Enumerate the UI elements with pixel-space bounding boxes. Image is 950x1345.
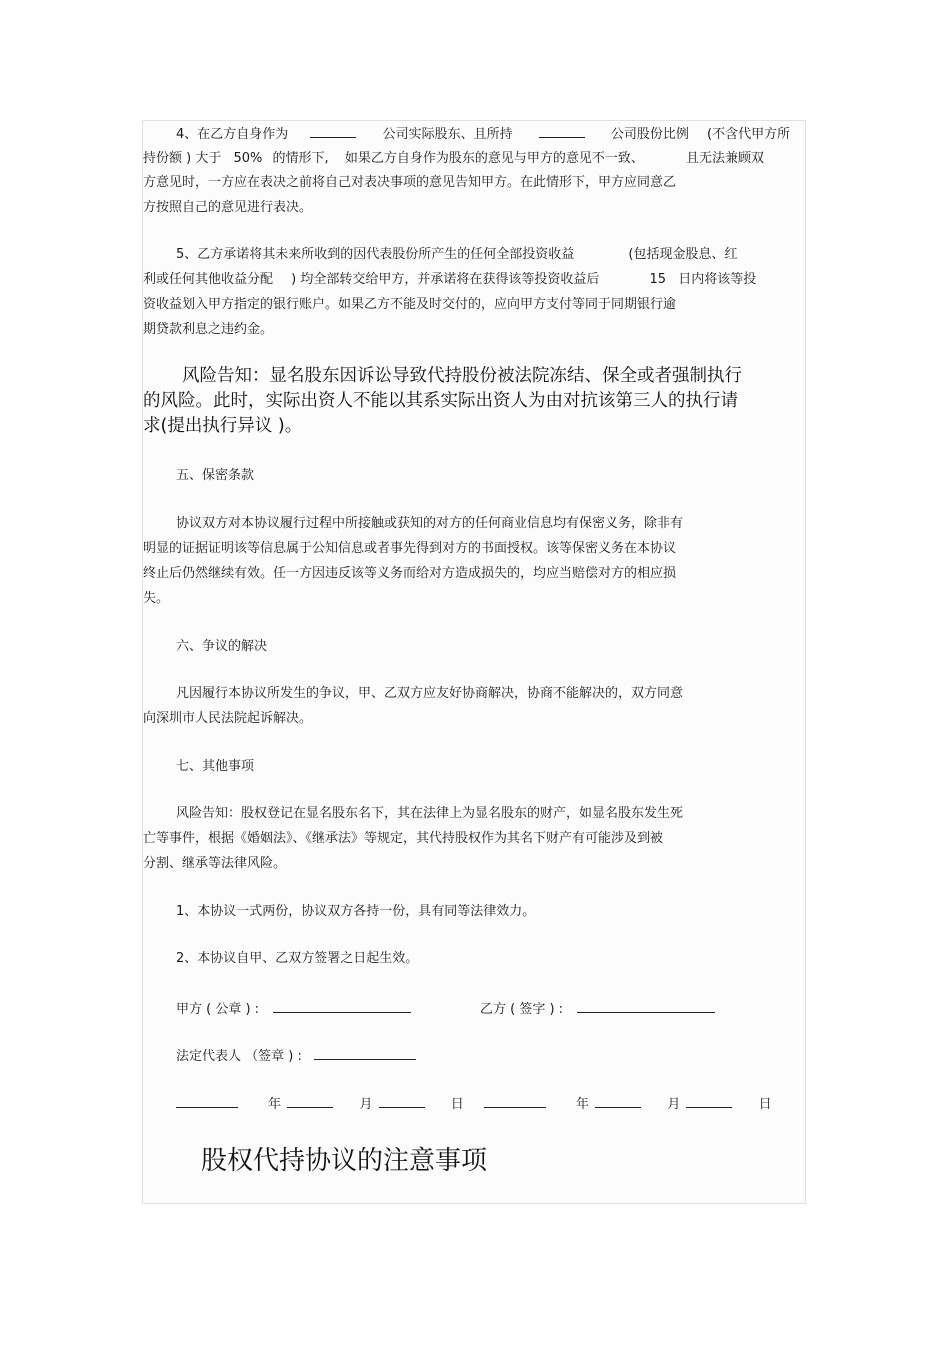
clause4-text: 4、在乙方自身作为: [176, 127, 289, 142]
day-label: 日: [450, 1097, 464, 1112]
legal-rep-label: 法定代表人 （签章 ) :: [176, 1049, 302, 1064]
party-a-label: 甲方 ( 公章 ) :: [176, 1002, 260, 1017]
clause4-line1: [176, 125, 790, 143]
year-label: 年: [576, 1097, 590, 1112]
month-label: 月: [359, 1097, 373, 1112]
section5-line3: 终止后仍然继续有效。任一方因违反该等义务而给对方造成损失的，均应当赔偿对方的相应损: [143, 566, 677, 581]
legal-rep-signature-field[interactable]: [314, 1047, 416, 1060]
clause4-line3: 方意见时，一方应在表决之前将自己对表决事项的意见告知甲方。在此情形下，甲方应同意乙: [143, 175, 677, 190]
party-a-day-field[interactable]: [379, 1095, 425, 1108]
month-label: 月: [667, 1097, 681, 1112]
clause4-text: 的情形下,: [272, 151, 329, 166]
section7-item1: 1、本协议一式两份，协议双方各持一份，具有同等法律效力。: [176, 904, 536, 919]
section5-line1: 协议双方对本协议履行过程中所接触或获知的对方的任何商业信息均有保密义务，除非有: [176, 516, 684, 531]
clause5-text: 15: [649, 272, 667, 287]
clause5-text: (包括现金股息、红: [628, 247, 738, 262]
party-a-year-field[interactable]: [176, 1095, 238, 1108]
party-b-signature: [480, 1000, 715, 1018]
clause5-text: ) 均全部转交给甲方，并承诺将在获得该等投资收益后: [291, 272, 600, 287]
document-page: [142, 120, 806, 1204]
section7-line3: 分割、继承等法律风险。: [143, 856, 287, 871]
party-b-day-field[interactable]: [686, 1095, 732, 1108]
party-b-year-field[interactable]: [484, 1095, 546, 1108]
clause5-line1: [176, 247, 738, 263]
clause5-text: 利或任何其他收益分配: [143, 272, 274, 287]
date-row: [176, 1095, 772, 1113]
section5-heading: 五、保密条款: [176, 468, 255, 483]
clause5-line3: 资收益划入甲方指定的银行账户。如果乙方不能及时交付的，应向甲方支付等同于同期银行逾: [143, 297, 677, 312]
clause4-line4: 方按照自己的意见进行表决。: [143, 200, 313, 215]
footer-title: 股权代持协议的注意事项: [201, 1146, 488, 1176]
party-b-month-field[interactable]: [595, 1095, 641, 1108]
clause4-line2: [143, 151, 764, 167]
blank-line: [539, 125, 585, 138]
party-a-signature-field[interactable]: [273, 1000, 411, 1013]
section6-line1: 凡因履行本协议所发生的争议，甲、乙双方应友好协商解决，协商不能解决的，双方同意: [176, 686, 684, 701]
section5-line4: 失。: [143, 591, 170, 606]
party-a-month-field[interactable]: [287, 1095, 333, 1108]
party-a-signature: [176, 1000, 411, 1018]
section7-line2: 亡等事件，根据《婚姻法》、《继承法》等规定，其代持股权作为其名下财产有可能涉及到被: [143, 831, 664, 846]
legal-representative-signature: [176, 1047, 416, 1065]
section7-heading: 七、其他事项: [176, 759, 255, 774]
risk-notice-line2: 的风险。此时，实际出资人不能以其系实际出资人为由对抗该第三人的执行请: [143, 391, 738, 411]
clause5-text: 5、乙方承诺将其未来所收到的因代表股份所产生的任何全部投资收益: [176, 247, 575, 262]
section5-line2: 明显的证据证明该等信息属于公知信息或者事先得到对方的书面授权。该等保密义务在本协议: [143, 541, 677, 556]
party-b-label: 乙方 ( 签字 ) :: [480, 1002, 564, 1017]
party-b-signature-field[interactable]: [577, 1000, 715, 1013]
risk-notice-line1: 风险告知：显名股东因诉讼导致代持股份被法院冻结、保全或者强制执行: [182, 366, 742, 386]
clause4-text: 如果乙方自身作为股东的意见与甲方的意见不一致、: [344, 151, 644, 166]
year-label: 年: [268, 1097, 282, 1112]
clause4-text: 50%: [233, 151, 263, 166]
risk-notice-line3: 求(提出执行异议 )。: [143, 416, 303, 436]
section6-heading: 六、争议的解决: [176, 639, 268, 654]
clause4-text: 公司股份比例: [610, 127, 689, 142]
clause5-text: 日内将该等投: [678, 272, 757, 287]
clause4-text: 持份额 ) 大于: [143, 151, 222, 166]
section6-line2: 向深圳市人民法院起诉解决。: [143, 711, 313, 726]
clause4-text: (不含代甲方所: [707, 127, 791, 142]
section7-item2: 2、本协议自甲、乙双方签署之日起生效。: [176, 951, 419, 966]
clause5-line2: [143, 272, 756, 288]
day-label: 日: [758, 1097, 772, 1112]
clause4-text: 且无法兼顾双: [685, 151, 764, 166]
blank-line: [310, 125, 356, 138]
clause4-text: 公司实际股东、且所持: [382, 127, 513, 142]
clause5-line4: 期贷款利息之违约金。: [143, 322, 274, 337]
section7-line1: 风险告知：股权登记在显名股东名下，其在法律上为显名股东的财产，如显名股东发生死: [176, 806, 684, 821]
